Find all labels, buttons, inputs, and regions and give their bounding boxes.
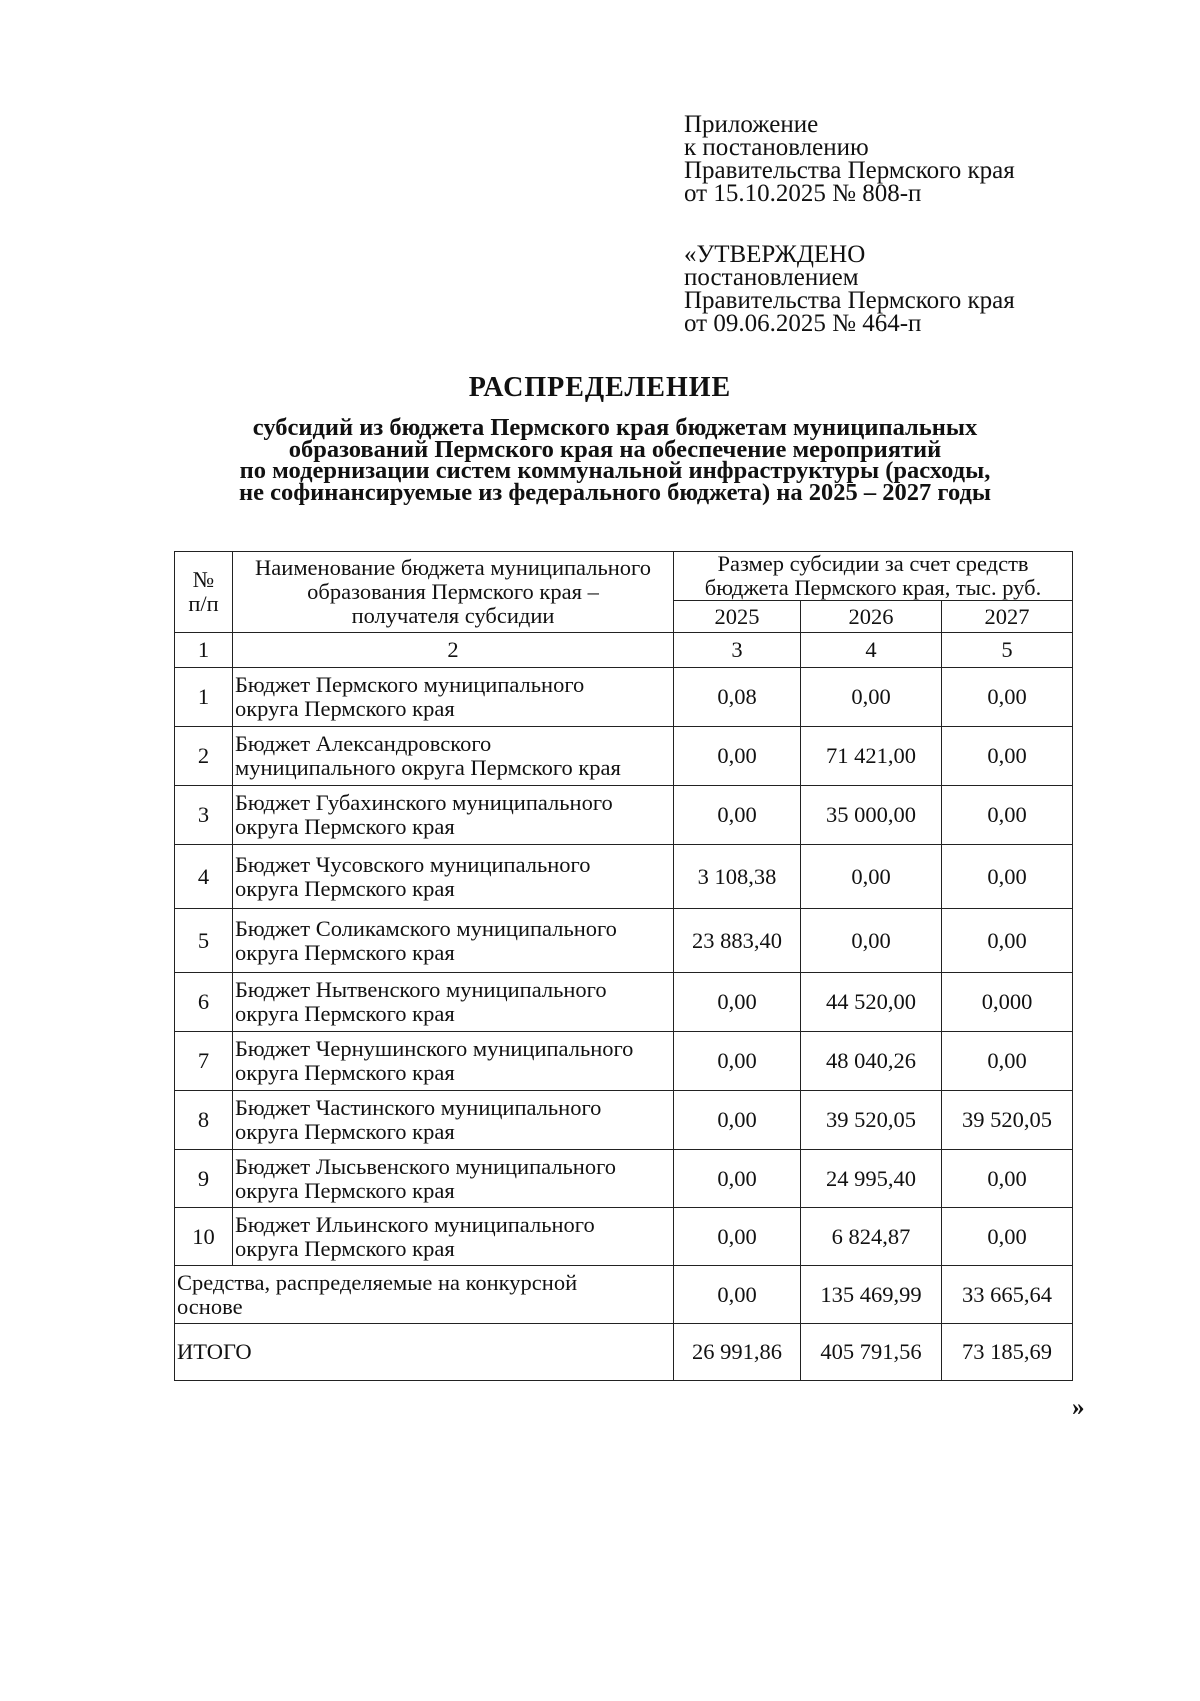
row-value-2027: 0,00 bbox=[942, 1032, 1073, 1091]
row-name-line-1: Бюджет Чусовского муниципального bbox=[235, 851, 591, 877]
table-row bbox=[175, 1032, 1073, 1091]
row-num: 4 bbox=[175, 845, 233, 909]
header-num-abbr: п/п bbox=[188, 591, 219, 616]
header-amount-cell bbox=[674, 552, 1073, 601]
approved-line-1: «УТВЕРЖДЕНО bbox=[684, 241, 866, 268]
header-name-line-3: получателя субсидии bbox=[351, 603, 555, 628]
column-number: 2 bbox=[233, 633, 674, 668]
row-value-2027: 0,00 bbox=[942, 845, 1073, 909]
table-row bbox=[175, 1150, 1073, 1208]
table-row bbox=[175, 786, 1073, 845]
competitive-name bbox=[175, 1266, 674, 1324]
row-num: 10 bbox=[175, 1208, 233, 1266]
document-title: РАСПРЕДЕЛЕНИЕ bbox=[468, 372, 732, 403]
subtitle-line-1: субсидий из бюджета Пермского края бюджетам муниципальных bbox=[252, 414, 978, 441]
row-value-2026: 0,00 bbox=[801, 909, 942, 973]
table-row bbox=[175, 973, 1073, 1032]
row-num: 5 bbox=[175, 909, 233, 973]
row-value-2026: 39 520,05 bbox=[801, 1091, 942, 1150]
row-name-line-2: округа Пермского края bbox=[235, 1119, 455, 1144]
table-row bbox=[175, 1091, 1073, 1150]
row-name-line-2: округа Пермского края bbox=[235, 814, 455, 839]
approved-block bbox=[684, 243, 1184, 335]
row-value-2026: 71 421,00 bbox=[801, 727, 942, 786]
row-name-line-1: Бюджет Ильинского муниципального bbox=[235, 1211, 595, 1237]
row-value-2025: 23 883,40 bbox=[674, 909, 801, 973]
row-value-2026: 48 040,26 bbox=[801, 1032, 942, 1091]
subtitle-line-2: образований Пермского края на обеспечение мероприятий bbox=[288, 435, 942, 463]
subtitle-line-3: по модернизации систем коммунальной инфраструктуры (расходы, bbox=[239, 457, 991, 484]
column-numbers-row bbox=[175, 633, 1073, 668]
row-name bbox=[233, 845, 674, 909]
closing-quote: » bbox=[1072, 1394, 1085, 1421]
row-value-2027: 0,00 bbox=[942, 727, 1073, 786]
row-num: 7 bbox=[175, 1032, 233, 1091]
competitive-name-line-1: Средства, распределяемые на конкурсной bbox=[177, 1269, 578, 1295]
row-value-2025: 3 108,38 bbox=[674, 845, 801, 909]
competitive-row bbox=[175, 1266, 1073, 1324]
row-name-line-1: Бюджет Частинского муниципального bbox=[235, 1095, 602, 1120]
row-name-line-2: округа Пермского края bbox=[235, 939, 455, 965]
row-value-2026: 0,00 bbox=[801, 668, 942, 727]
row-value-2027: 0,000 bbox=[942, 973, 1073, 1032]
row-name-line-2: округа Пермского края bbox=[235, 696, 455, 721]
row-name-line-2: муниципального округа Пермского края bbox=[235, 755, 621, 780]
row-value-2027: 0,00 bbox=[942, 1208, 1073, 1266]
row-name-line-1: Бюджет Пермского муниципального bbox=[235, 672, 585, 697]
header-name-cell bbox=[233, 552, 674, 633]
header-year-2027: 2027 bbox=[942, 601, 1073, 633]
header-year-2026: 2026 bbox=[801, 601, 942, 633]
row-value-2027: 0,00 bbox=[942, 909, 1073, 973]
row-value-2025: 0,00 bbox=[674, 1208, 801, 1266]
appendix-block bbox=[684, 113, 1184, 205]
column-number: 3 bbox=[674, 633, 801, 668]
row-name bbox=[233, 1032, 674, 1091]
row-value-2025: 0,08 bbox=[674, 668, 801, 727]
document-subtitle bbox=[150, 414, 1080, 506]
row-name-line-1: Бюджет Чернушинского муниципального bbox=[235, 1036, 634, 1061]
row-name bbox=[233, 973, 674, 1032]
row-num: 2 bbox=[175, 727, 233, 786]
table-row bbox=[175, 909, 1073, 973]
header-amount-line-1: Размер субсидии за счет средств bbox=[717, 551, 1029, 576]
row-value-2027: 39 520,05 bbox=[942, 1091, 1073, 1150]
row-name bbox=[233, 1150, 674, 1208]
header-name-line-2: образования Пермского края – bbox=[307, 579, 599, 604]
row-value-2025: 0,00 bbox=[674, 727, 801, 786]
table-row bbox=[175, 1208, 1073, 1266]
column-number: 5 bbox=[942, 633, 1073, 668]
row-name-line-2: округа Пермского края bbox=[235, 1235, 455, 1261]
table-row bbox=[175, 845, 1073, 909]
approved-line-2: постановлением bbox=[684, 264, 859, 291]
row-num: 8 bbox=[175, 1091, 233, 1150]
competitive-value-2025: 0,00 bbox=[674, 1266, 801, 1324]
competitive-name-line-2: основе bbox=[177, 1293, 243, 1319]
row-num: 1 bbox=[175, 668, 233, 727]
row-name-line-1: Бюджет Нытвенского муниципального bbox=[235, 977, 607, 1002]
competitive-value-2026: 135 469,99 bbox=[801, 1266, 942, 1324]
header-year-2025: 2025 bbox=[674, 601, 801, 633]
row-value-2025: 0,00 bbox=[674, 1032, 801, 1091]
row-value-2026: 24 995,40 bbox=[801, 1150, 942, 1208]
total-label: ИТОГО bbox=[175, 1324, 674, 1381]
approved-line-3: Правительства Пермского края bbox=[684, 287, 1015, 314]
row-value-2025: 0,00 bbox=[674, 973, 801, 1032]
total-value-2026: 405 791,56 bbox=[801, 1324, 942, 1381]
row-num: 3 bbox=[175, 786, 233, 845]
row-value-2027: 0,00 bbox=[942, 668, 1073, 727]
table-row bbox=[175, 727, 1073, 786]
row-value-2025: 0,00 bbox=[674, 1150, 801, 1208]
row-name-line-2: округа Пермского края bbox=[235, 1001, 455, 1026]
row-name bbox=[233, 786, 674, 845]
row-value-2026: 0,00 bbox=[801, 845, 942, 909]
row-name-line-2: округа Пермского края bbox=[235, 1177, 455, 1203]
row-name-line-1: Бюджет Соликамского муниципального bbox=[235, 915, 617, 941]
row-value-2026: 35 000,00 bbox=[801, 786, 942, 845]
row-name bbox=[233, 668, 674, 727]
row-value-2026: 6 824,87 bbox=[801, 1208, 942, 1266]
row-value-2025: 0,00 bbox=[674, 786, 801, 845]
row-num: 9 bbox=[175, 1150, 233, 1208]
appendix-line-1: Приложение bbox=[684, 111, 819, 138]
total-value-2025: 26 991,86 bbox=[674, 1324, 801, 1381]
column-number: 1 bbox=[175, 633, 233, 668]
total-value-2027: 73 185,69 bbox=[942, 1324, 1073, 1381]
appendix-line-4: от 15.10.2025 № 808-п bbox=[684, 180, 922, 207]
header-name-line-1: Наименование бюджета муниципального bbox=[255, 555, 651, 580]
header-num-cell bbox=[175, 552, 233, 633]
row-name-line-2: округа Пермского края bbox=[235, 1060, 455, 1085]
row-name-line-1: Бюджет Александровского bbox=[235, 731, 492, 756]
table-row bbox=[175, 668, 1073, 727]
row-name bbox=[233, 909, 674, 973]
appendix-line-3: Правительства Пермского края bbox=[684, 157, 1015, 184]
header-amount-line-2: бюджета Пермского края, тыс. руб. bbox=[704, 575, 1042, 600]
total-row bbox=[175, 1324, 1073, 1381]
row-name-line-1: Бюджет Губахинского муниципального bbox=[235, 790, 613, 815]
row-value-2026: 44 520,00 bbox=[801, 973, 942, 1032]
row-name bbox=[233, 1091, 674, 1150]
approved-line-4: от 09.06.2025 № 464-п bbox=[684, 310, 922, 337]
row-value-2027: 0,00 bbox=[942, 786, 1073, 845]
competitive-value-2027: 33 665,64 bbox=[942, 1266, 1073, 1324]
row-num: 6 bbox=[175, 973, 233, 1032]
row-name-line-1: Бюджет Лысьвенского муниципального bbox=[235, 1153, 617, 1179]
header-num-symbol: № bbox=[192, 567, 215, 592]
row-name bbox=[233, 727, 674, 786]
row-value-2025: 0,00 bbox=[674, 1091, 801, 1150]
subsidy-table bbox=[174, 551, 1073, 1381]
row-name-line-2: округа Пермского края bbox=[235, 875, 455, 901]
row-name bbox=[233, 1208, 674, 1266]
column-number: 4 bbox=[801, 633, 942, 668]
appendix-line-2: к постановлению bbox=[684, 134, 869, 161]
subtitle-line-4: не софинансируемые из федерального бюджета) на 2025 – 2027 годы bbox=[238, 478, 992, 506]
row-value-2027: 0,00 bbox=[942, 1150, 1073, 1208]
